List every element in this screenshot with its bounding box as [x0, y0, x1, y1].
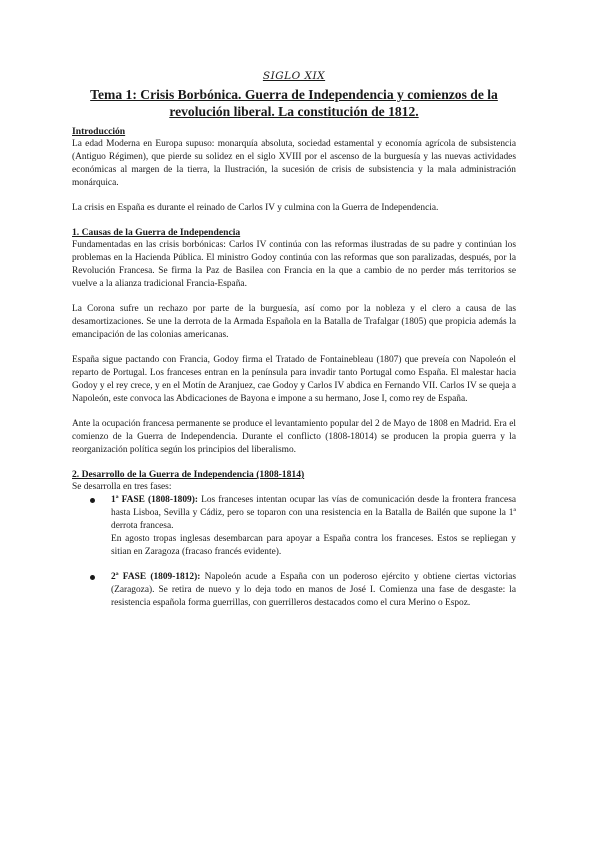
intro-heading: Introducción	[72, 126, 126, 137]
page-header: SIGLO XIX	[262, 70, 326, 82]
list-item	[72, 571, 516, 610]
section2-heading: 2. Desarrollo de la Guerra de Independencia (1808-1814)	[72, 469, 305, 480]
phase-2-text: Napoleón acude a España con un poderoso ejército y obtiene ciertas victorias (Zaragoza). Se retira de nuevo y lo deja todo en manos de José I. Comienza una fase de desgaste: la resistencia española forma guerrillas, con guerrilleros destacados como el cura Merino o Espoz.	[111, 572, 516, 608]
intro-paragraph-1: La edad Moderna en Europa supuso: monarquía absoluta, sociedad estamental y economía agrícola de subsistencia (Antiguo Régimen), que pierde su solidez en el siglo XVIII por el ascenso de la burguesía y las nuevas actividades económicas al margen de la tierra, la Ilustración, la sucesión de crisis de subsistencia y la mala administración monárquica.	[72, 139, 516, 188]
section1-heading: 1. Causas de la Guerra de Independencia	[72, 227, 241, 238]
phase-1-text: Los franceses intentan ocupar las vías de comunicación desde la frontera francesa hasta Lisboa, Sevilla y Cádiz, pero se toparon con una resistencia en la Batalla de Bailén que supone la 1ª derrota francesa.	[111, 495, 516, 531]
list-spacer	[72, 559, 516, 571]
page-title: Tema 1: Crisis Borbónica. Guerra de Independencia y comienzos de la revolución liberal. La constitución de 1812.	[90, 87, 498, 119]
intro-paragraph-2: La crisis en España es durante el reinado de Carlos IV y culmina con la Guerra de Independencia.	[72, 203, 439, 213]
document-page	[72, 70, 516, 610]
section1-paragraph-3: España sigue pactando con Francia, Godoy firma el Tratado de Fontainebleau (1807) que preveía con Napoleón el reparto de Portugal. Los franceses entran en la península para invadir tanto Portugal como España. El malestar hacia Godoy y el rey crece, y en el Motín de Aranjuez, cae Godoy y Carlos IV abdica en Fernando VII. Carlos IV se queja a Napoleón, este convoca las Abdicaciones de Bayona e impone a su hermano, Jose I, como rey de España.	[72, 355, 516, 404]
bullet-icon	[90, 498, 95, 503]
section1-paragraph-2: La Corona sufre un rechazo por parte de la burguesía, así como por la nobleza y el clero a causa de las desamortizaciones. Se une la derrota de la Armada Española en la Batalla de Trafalgar (1805) que propicia además la emancipación de las colonias americanas.	[72, 304, 516, 340]
phase-2-label: 2ª FASE (1809-1812):	[111, 572, 201, 582]
phase-1-label: 1ª FASE (1808-1809):	[111, 495, 198, 505]
section2-intro: Se desarrolla en tres fases:	[72, 482, 172, 492]
list-item	[72, 494, 516, 559]
phase-1-extra: En agosto tropas inglesas desembarcan para apoyar a España contra los franceses. Estos se repliegan y sitian en Zaragoza (fracaso francés evidente).	[111, 534, 516, 557]
section1-paragraph-4: Ante la ocupación francesa permanente se produce el levantamiento popular del 2 de Mayo de 1808 en Madrid. Era el comienzo de la Guerra de Independencia. Durante el conflicto (1808-18014) se producen la propia guerra y la reorganización política según los principios del liberalismo.	[72, 419, 516, 455]
section1-paragraph-1: Fundamentadas en las crisis borbónicas: Carlos IV continúa con las reformas ilustradas de su padre y continúan los problemas en la Hacienda Pública. El ministro Godoy continúa con las reformas que son paralizadas, después, por la Revolución Francesa. Se firma la Paz de Basilea con Francia en la que a cambio de no perder más territorios se vuelve a la alianza tradicional Francia-España.	[72, 240, 516, 289]
phases-list	[72, 494, 516, 610]
bullet-icon	[90, 575, 95, 580]
